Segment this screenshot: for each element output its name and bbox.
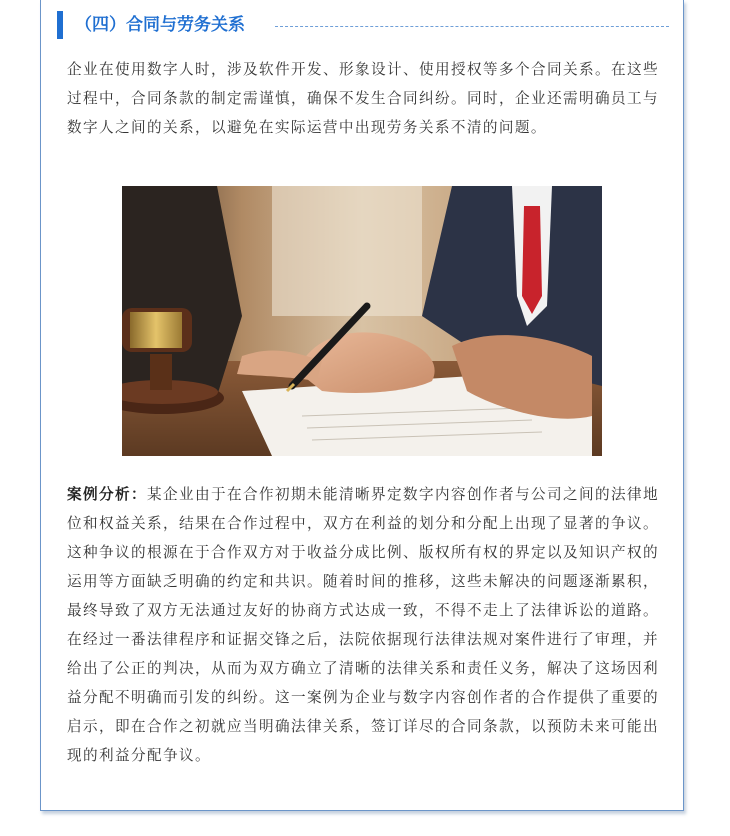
section-accent-bar: [57, 11, 63, 39]
intro-paragraph: 企业在使用数字人时，涉及软件开发、形象设计、使用授权等多个合同关系。在这些过程中，合同条款的制定需谨慎，确保不发生合同纠纷。同时，企业还需明确员工与数字人之间的关系，以避免在实际运营中出现劳务关系不清的问题。: [67, 61, 659, 136]
contract-signing-photo: [122, 186, 602, 456]
case-analysis-paragraph: [67, 480, 659, 770]
case-analysis-text: 某企业由于在合作初期未能清晰界定数字内容创作者与公司之间的法律地位和权益关系，结果在合作过程中，双方在利益的划分和分配上出现了显著的争议。这种争议的根源在于合作双方对于收益分成比例、版权所有权的界定以及知识产权的运用等方面缺乏明确的约定和共识。随着时间的推移，这些未解决的问题逐渐累积，最终导致了双方无法通过友好的协商方式达成一致，不得不走上了法律诉讼的道路。在经过一番法律程序和证据交锋之后，法院依据现行法律法规对案件进行了审理，并给出了公正的判决，从而为双方确立了清晰的法律关系和责任义务，解决了这场因利益分配不明确而引发的纠纷。这一案例为企业与数字内容创作者的合作提供了重要的启示，即在合作之初就应当明确法律关系，签订详尽的合同条款，以预防未来可能出现的利益分配争议。: [67, 486, 659, 764]
article-card: [40, 0, 684, 811]
section-title: （四）合同与劳务关系: [75, 15, 245, 35]
section-header: [57, 11, 669, 39]
section-dotted-rule: [275, 26, 669, 27]
case-analysis-label: 案例分析：: [67, 486, 147, 503]
